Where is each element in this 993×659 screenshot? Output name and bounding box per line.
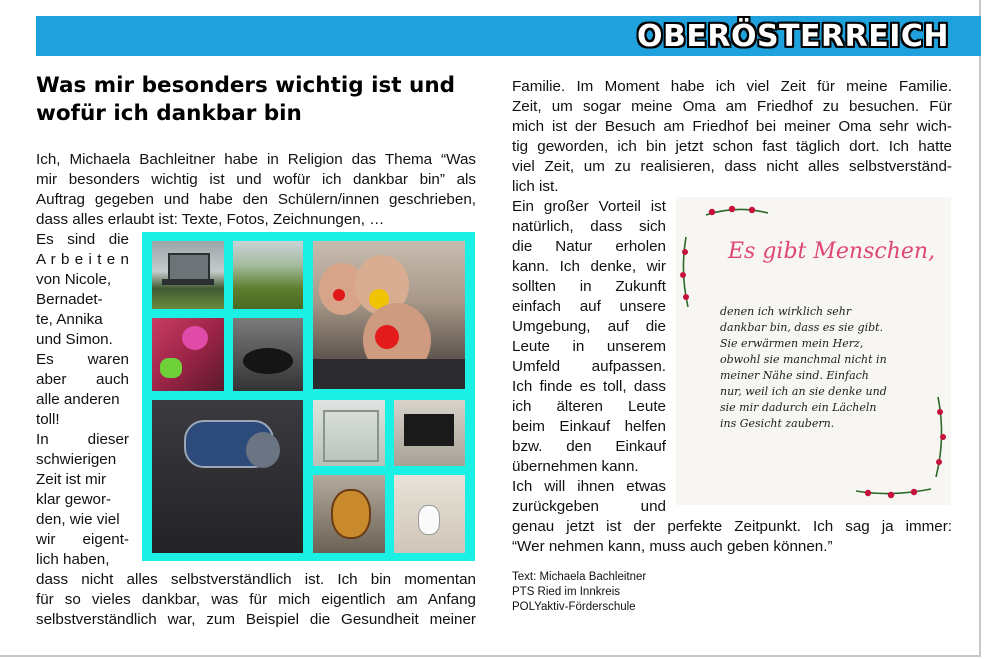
- card-line: meiner Nähe sind. Einfach: [720, 369, 869, 382]
- intro-line: dass alles erlaubt ist: Texte, Fotos, Zeichnungen, …: [36, 211, 385, 228]
- body-line: für so vieles dankbar, was für mich eigentlich am Anfang: [36, 591, 476, 608]
- laptop-photo: [152, 241, 224, 309]
- controller-photo: [152, 400, 303, 553]
- narrow-line: Umfeld aufpassen.: [512, 358, 666, 375]
- bathroom-photo: [394, 475, 465, 553]
- narrow-line: übernehmen kann.: [512, 458, 639, 475]
- card-line: Sie erwärmen mein Herz,: [720, 337, 864, 350]
- narrow-line: einfach auf unsere: [512, 298, 666, 315]
- narrow-line: sollten in Zukunft: [512, 278, 666, 295]
- narrow-line: die Natur erholen: [512, 238, 666, 255]
- card-line: dankbar bin, dass es sie gibt.: [720, 321, 884, 334]
- intro-line: Auftrag gegeben und habe den Schülern/innen geschrieben,: [36, 191, 476, 208]
- fridge-photo: [313, 400, 385, 466]
- headline-line: Was mir besonders wichtig ist und: [36, 73, 456, 98]
- intro-line: Ich, Michaela Bachleitner habe in Religion das Thema “Was: [36, 151, 476, 168]
- narrow-line: bzw. den Einkauf: [512, 438, 666, 455]
- narrow-line: Umgebung, auf die: [512, 318, 666, 335]
- narrow-line: kann. Ich denke, wir: [512, 258, 666, 275]
- pink-toy-photo: [152, 318, 224, 391]
- card-line: ins Gesicht zaubern.: [720, 417, 835, 430]
- narrow-line: ich älteren Leute: [512, 398, 666, 415]
- narrow-line: Ein großer Vorteil ist: [512, 198, 666, 215]
- body-line: tig geworden, ich bin jetzt schon fast täglich dort. Ich hatte: [512, 138, 952, 155]
- body-line: dass nicht alles selbstverständlich ist. Ich bin momentan: [36, 571, 476, 588]
- school-credit: PTS Ried im Innkreis: [512, 586, 621, 598]
- narrow-line: toll!: [36, 411, 60, 428]
- narrow-line: wir eigent-: [36, 531, 129, 548]
- article-headline: [36, 72, 486, 128]
- body-line: mich ist der Besuch am Friedhof bei meiner Oma sehr wich-: [512, 118, 952, 135]
- narrow-line: lich haben,: [36, 551, 110, 568]
- narrow-line: A r b e i t e n: [36, 251, 129, 268]
- region-title: OBERÖSTERREICH: [636, 19, 949, 54]
- narrow-line: zurückgeben und: [512, 498, 666, 515]
- card-line: sie mir dadurch ein Lächeln: [720, 401, 877, 414]
- intro-line: mir besonders wichtig ist und wofür ich dankbar bin” als: [36, 171, 476, 188]
- narrow-line: von Nicole,: [36, 271, 112, 288]
- headline-line: wofür ich dankbar bin: [36, 101, 302, 126]
- cat-photo: [233, 318, 303, 391]
- author-credit: Text: Michaela Bachleitner: [512, 571, 647, 583]
- narrow-line: Zeit ist mir: [36, 471, 107, 488]
- body-line: Familie. Im Moment habe ich viel Zeit für meine Familie.: [512, 78, 952, 95]
- photo-collage: [142, 232, 475, 561]
- narrow-line: schwierigen: [36, 451, 117, 468]
- card-title: Es gibt Menschen,: [728, 239, 936, 264]
- body-line: genau jetzt ist der perfekte Zeitpunkt. Ich sag ja immer:: [512, 518, 952, 535]
- narrow-line: Es sind die: [36, 231, 129, 248]
- body-line: selbstverständlich war, zum Beispiel die Gesundheit meiner: [36, 611, 476, 628]
- narrow-line: und Simon.: [36, 331, 113, 348]
- helmet-photo: [313, 475, 385, 553]
- card-line: nur, weil ich an sie denke und: [720, 385, 887, 398]
- quote-line: “Wer nehmen kann, muss auch geben können.”: [512, 538, 833, 555]
- narrow-line: natürlich, dass sich: [512, 218, 666, 235]
- body-line: viel Zeit, um zu realisieren, dass nicht alles selbstverständ-: [512, 158, 952, 175]
- narrow-line: aber auch: [36, 371, 129, 388]
- narrow-line: Bernadet-: [36, 291, 103, 308]
- narrow-line: beim Einkauf helfen: [512, 418, 666, 435]
- nature-photo: [233, 241, 303, 309]
- narrow-line: alle anderen: [36, 391, 120, 408]
- body-line: lich ist.: [512, 178, 559, 195]
- body-line: Zeit, um sogar meine Oma am Friedhof zu besuchen. Für: [512, 98, 952, 115]
- handwritten-card: [676, 197, 951, 505]
- narrow-line: Ich will ihnen etwas: [512, 478, 666, 495]
- tv-photo: [394, 400, 465, 466]
- narrow-line: In dieser: [36, 431, 129, 448]
- narrow-line: klar gewor-: [36, 491, 112, 508]
- card-line: obwohl sie manchmal nicht in: [720, 353, 887, 366]
- selfie-photo: [313, 241, 465, 389]
- narrow-line: den, wie viel: [36, 511, 120, 528]
- narrow-line: te, Annika: [36, 311, 103, 328]
- card-line: denen ich wirklich sehr: [720, 305, 852, 318]
- narrow-line: Ich finde es toll, dass: [512, 378, 666, 395]
- region-banner: [36, 16, 981, 56]
- program-credit: POLYaktiv-Förderschule: [512, 601, 636, 613]
- narrow-line: Leute in unserem: [512, 338, 666, 355]
- narrow-line: Es waren: [36, 351, 129, 368]
